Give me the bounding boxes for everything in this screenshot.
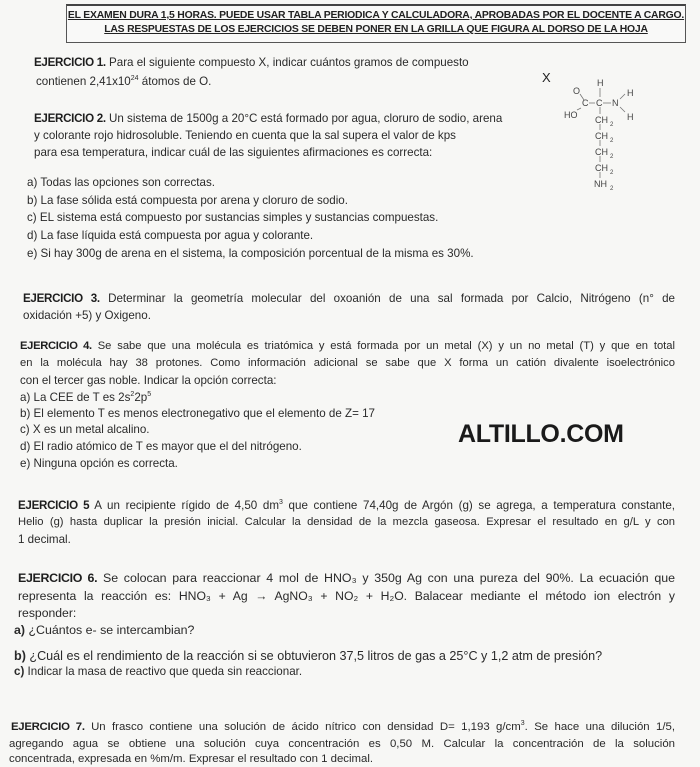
- exercise-1-line-1: [34, 55, 469, 70]
- exercise-5-line-2: Helio (g) hasta duplicar la presión inicial. Calcular la densidad de la mezcla gaseosa. Expresar el resultado en g/L y con: [18, 516, 675, 528]
- compound-x-structure: [530, 68, 680, 208]
- atom-subscript: 2: [610, 122, 614, 128]
- atom-label: C: [582, 98, 589, 108]
- exercise-3-title: EJERCICIO 3.: [23, 292, 100, 305]
- text: átomos de O.: [138, 75, 212, 88]
- exponent: 2: [130, 391, 135, 399]
- exercise-5-line-1: [18, 498, 675, 513]
- exponent: 5: [147, 391, 152, 399]
- text: a) La CEE de T es 2s: [20, 391, 131, 404]
- atom-label: NH: [594, 179, 607, 189]
- exercise-1-line-2: [36, 74, 211, 89]
- exercise-1-title: EJERCICIO 1.: [34, 56, 106, 69]
- exercise-7-title: EJERCICIO 7.: [11, 721, 85, 733]
- exercise-2-option-d: d) La fase líquida está compuesta por agua y colorante.: [27, 229, 314, 242]
- exercise-6-line-3: responder:: [18, 606, 77, 620]
- atom-label: CH: [595, 115, 608, 125]
- text: Se colocan para reaccionar 4 mol de HNO₃ y 350g Ag con una pureza del 90%. La ecuación que: [97, 571, 675, 585]
- exercise-4-option-e: e) Ninguna opción es correcta.: [20, 457, 178, 470]
- exercise-2-option-b: b) La fase sólida está compuesta por arena y cloruro de sodio.: [27, 194, 348, 207]
- exercise-2-title: EJERCICIO 2.: [34, 112, 106, 125]
- atom-subscript: 2: [610, 170, 614, 176]
- atom-label: CH: [595, 147, 608, 157]
- atom-label: CH: [595, 163, 608, 173]
- text: Un frasco contiene una solución de ácido nítrico con densidad D= 1,193 g/cm: [84, 721, 521, 733]
- text: . Se hace una dilución 1/5,: [524, 721, 675, 733]
- atom-label: CH: [595, 131, 608, 141]
- exercise-5-title: EJERCICIO 5: [18, 499, 90, 512]
- atom-subscript: 2: [610, 154, 614, 160]
- exercise-3-line-1: [23, 291, 675, 306]
- text: ¿Cuál es el rendimiento de la reacción si se obtuvieron 37,5 litros de gas a 25°C y 1,2 atm de presión?: [25, 649, 603, 663]
- text: Un sistema de 1500g a 20°C está formado por agua, cloruro de sodio, arena: [105, 112, 503, 125]
- text: Determinar la geometría molecular del oxoanión de una sal formada por Calcio, Nitrógeno (n° de: [99, 292, 675, 305]
- atom-label: H: [627, 112, 634, 122]
- question-label: a): [14, 623, 26, 637]
- exercise-5-line-3: 1 decimal.: [18, 533, 71, 546]
- exponent: 24: [130, 75, 139, 83]
- text: A un recipiente rígido de 4,50 dm: [89, 499, 279, 512]
- text: 2p: [134, 391, 148, 404]
- watermark: ALTILLO.COM: [458, 420, 624, 448]
- exercise-2-line-1: [34, 111, 502, 126]
- atom-label: O: [573, 86, 581, 96]
- text: contienen 2,41x10: [36, 75, 131, 88]
- exercise-4-line-2: en la molécula hay 38 protones. Como información adicional se sabe que X forma un catión divalente isoelectrónico: [20, 357, 675, 369]
- exam-instructions-box: [66, 4, 686, 43]
- atom-label: H: [627, 88, 634, 98]
- exercise-3-line-2: oxidación +5) y Oxigeno.: [23, 309, 151, 322]
- atom-label: H: [597, 78, 604, 88]
- exponent: 3: [279, 499, 283, 507]
- exercise-4-option-b: b) El elemento T es menos electronegativo que el elemento de Z= 17: [20, 407, 376, 420]
- text: Indicar la masa de reactivo que queda sin reaccionar.: [24, 665, 303, 678]
- question-label: b): [14, 649, 26, 663]
- atom-label: C: [596, 98, 603, 108]
- question-label: c): [14, 665, 25, 678]
- instructions-line-2: LAS RESPUESTAS DE LOS EJERCICIOS SE DEBEN PONER EN LA GRILLA QUE FIGURA AL DORSO DE LA HOJA: [104, 24, 648, 35]
- exercise-2-option-c: c) EL sistema está compuesto por sustancias simples y sustancias compuestas.: [27, 211, 439, 224]
- exercise-2-option-a: a) Todas las opciones son correctas.: [27, 176, 215, 189]
- text: Se sabe que una molécula es triatómica y está formada por un metal (X) y un no metal (T) y que en total: [91, 340, 675, 352]
- exercise-6-line-1: [18, 571, 675, 586]
- exercise-4-option-c: c) X es un metal alcalino.: [20, 423, 150, 436]
- exercise-4-line-3: con el tercer gas noble. Indicar la opción correcta:: [20, 374, 277, 387]
- atom-label: N: [612, 98, 619, 108]
- exercise-4-option-a: [20, 390, 151, 405]
- exercise-7-line-2: agregando agua se obtiene una solución cuya concentración es 0,50 M. Calcular la concentración de la solución: [9, 738, 675, 750]
- exercise-7-line-1: [11, 720, 675, 735]
- exercise-6-line-2: representa la reacción es: HNO₃ + Ag → AgNO₃ + NO₂ + H₂O. Balacear mediante el método ion electrón y: [18, 589, 675, 603]
- exercise-6-question-a: [14, 623, 194, 638]
- atom-label: HO: [564, 110, 578, 120]
- text: ¿Cuántos e- se intercambian?: [25, 623, 195, 637]
- exercise-6-question-b: [14, 649, 602, 664]
- exercise-2-line-3: para esa temperatura, indicar cuál de las siguientes afirmaciones es correcta:: [34, 146, 433, 159]
- exercise-2-option-e: e) Si hay 300g de arena en el sistema, la composición porcentual de la misma es 30%.: [27, 247, 474, 260]
- atom-subscript: 2: [610, 138, 614, 144]
- exercise-6-question-c: [14, 664, 302, 679]
- atom-subscript: 2: [610, 186, 614, 192]
- exercise-2-line-2: y colorante rojo hidrosoluble. Teniendo en cuenta que la sal supera el valor de kps: [34, 129, 456, 142]
- text: que contiene 74,40g de Argón (g) se agrega, a temperatura constante,: [282, 499, 676, 512]
- instructions-line-1: EL EXAMEN DURA 1,5 HORAS. PUEDE USAR TABLA PERIODICA Y CALCULADORA, APROBADAS POR EL DOCENTE A CARGO.: [67, 10, 685, 21]
- exercise-7-line-3: concentrada, expresada en %m/m. Expresar el resultado con 1 decimal.: [9, 753, 374, 765]
- exponent: 3: [520, 720, 525, 728]
- compound-label: X: [542, 70, 551, 85]
- exercise-4-line-1: [20, 339, 675, 354]
- text: Para el siguiente compuesto X, indicar cuántos gramos de compuesto: [105, 56, 469, 69]
- exercise-6-title: EJERCICIO 6.: [18, 571, 98, 585]
- exercise-4-title: EJERCICIO 4.: [20, 340, 92, 352]
- exercise-4-option-d: d) El radio atómico de T es mayor que el del nitrógeno.: [20, 440, 302, 453]
